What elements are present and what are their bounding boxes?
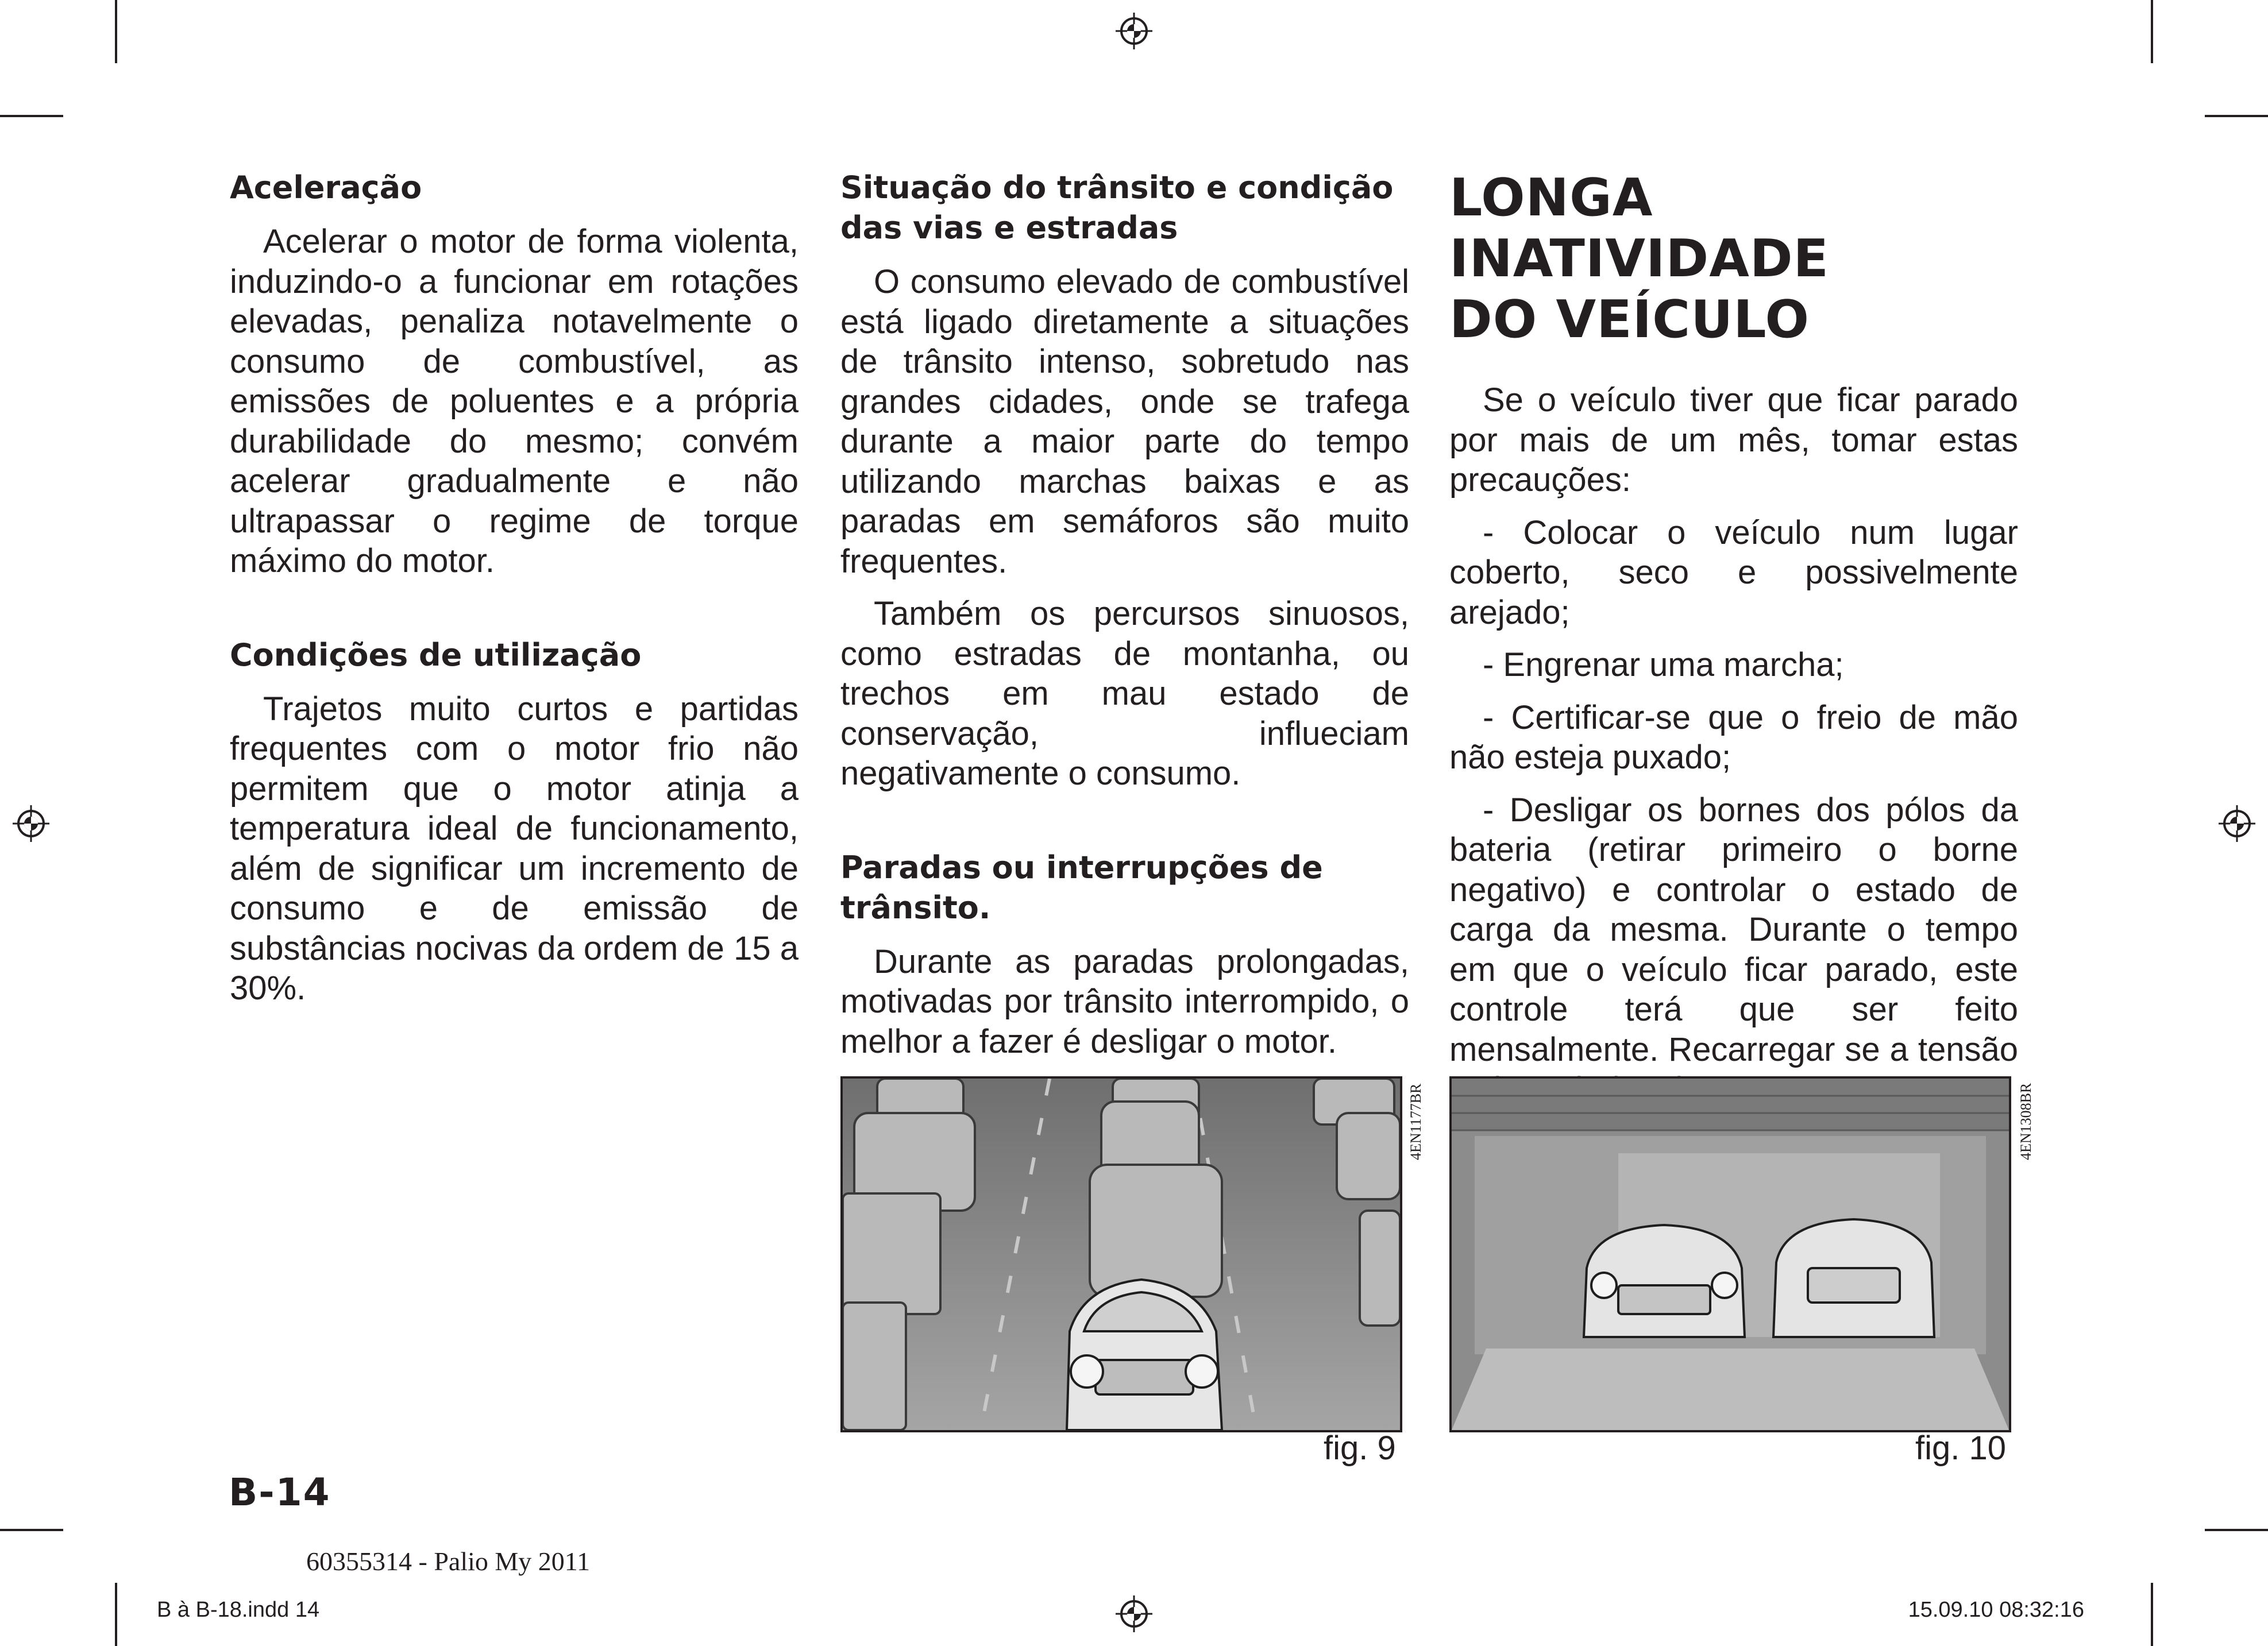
list-item: - Colocar o veículo num lugar coberto, seco e possivelmente arejado; bbox=[1449, 513, 2018, 631]
heading-paradas: Paradas ou interrupções de trânsito. bbox=[840, 849, 1323, 926]
heading-transito: Situação do trânsito e condição das vias e estradas bbox=[840, 169, 1394, 246]
registration-mark-icon bbox=[2219, 805, 2255, 842]
crop-mark bbox=[2205, 1529, 2268, 1531]
garage-illustration bbox=[1452, 1079, 2009, 1430]
heading-aceleracao: Aceleração bbox=[230, 169, 422, 206]
figure-code: 4EN1308BR bbox=[2018, 1083, 2034, 1160]
crop-mark bbox=[2151, 1583, 2153, 1646]
column-1 bbox=[230, 168, 799, 1021]
registration-mark-icon bbox=[1116, 1595, 1152, 1632]
column-2 bbox=[840, 168, 1409, 1074]
paragraph: Também os percursos sinuosos, como estradas de montanha, ou trechos em mau estado de conservação, influeciam negativamente o consumo. bbox=[840, 595, 1409, 792]
heading-condicoes: Condições de utilização bbox=[230, 636, 642, 673]
crop-mark bbox=[2151, 0, 2153, 63]
print-slug-left: B à B-18.indd 14 bbox=[157, 1598, 320, 1622]
list-item: - Certificar-se que o freio de mão não esteja puxado; bbox=[1449, 698, 2018, 776]
crop-mark bbox=[0, 115, 63, 117]
crop-mark bbox=[0, 1529, 63, 1531]
list-item: - Engrenar uma marcha; bbox=[1483, 646, 1844, 683]
print-slug-right: 15.09.10 08:32:16 bbox=[1908, 1598, 2084, 1622]
registration-mark-icon bbox=[1116, 13, 1152, 49]
traffic-illustration bbox=[843, 1079, 1400, 1430]
list-item: - Desligar os bornes dos pólos da bateria (retirar primeiro o borne negativo) e controlar o estado de carga da mesma. Durante o tempo em que o veículo ficar parado, este controle terá que ser feito mensalmente. Recarregar se a tensão bbox=[1449, 791, 2018, 1068]
figure-code: 4EN1177BR bbox=[1407, 1083, 1424, 1160]
crop-mark bbox=[115, 1583, 117, 1646]
figure-traffic bbox=[840, 1076, 1402, 1432]
page-number: B-14 bbox=[229, 1470, 331, 1514]
paragraph: Durante as paradas prolongadas, motivadas por trânsito interrompido, o melhor a fazer é desligar o motor. bbox=[840, 942, 1409, 1060]
registration-mark-icon bbox=[13, 805, 49, 842]
figure-caption: fig. 10 bbox=[1915, 1429, 2006, 1467]
paragraph: O consumo elevado de combustível está ligado diretamente a situações de trânsito intenso, sobretudo nas grandes cidades, onde se trafega durante a maior parte do tempo utilizando marchas baixas e as paradas em semáforos são muito frequentes. bbox=[840, 263, 1409, 580]
figure-garage bbox=[1449, 1076, 2011, 1432]
crop-mark bbox=[2205, 115, 2268, 117]
document-reference: 60355314 - Palio My 2011 bbox=[306, 1547, 591, 1576]
paragraph: Trajetos muito curtos e partidas frequentes com o motor frio não permitem que o motor atinja a temperatura ideal de funcionamento, além de significar um incremento de consumo e de emissão de substâncias nocivas da ordem de 15 a 30%. bbox=[230, 690, 799, 1007]
crop-mark bbox=[115, 0, 117, 63]
paragraph: Se o veículo tiver que ficar parado por mais de um mês, tomar estas precauções: bbox=[1449, 381, 2018, 499]
paragraph: Acelerar o motor de forma violenta, induzindo-o a funcionar em rotações elevadas, penaliza notavelmente o consumo de combustível, as emissões de poluentes e a própria durabilidade do mesmo; convém acelerar gradualmente e não ultrapassar o regime de torque máximo do motor. bbox=[230, 223, 799, 579]
figure-caption: fig. 9 bbox=[1324, 1429, 1396, 1467]
column-3 bbox=[1449, 168, 2018, 1122]
section-title: LONGA INATIVIDADE DO VEÍCULO bbox=[1449, 168, 1830, 350]
